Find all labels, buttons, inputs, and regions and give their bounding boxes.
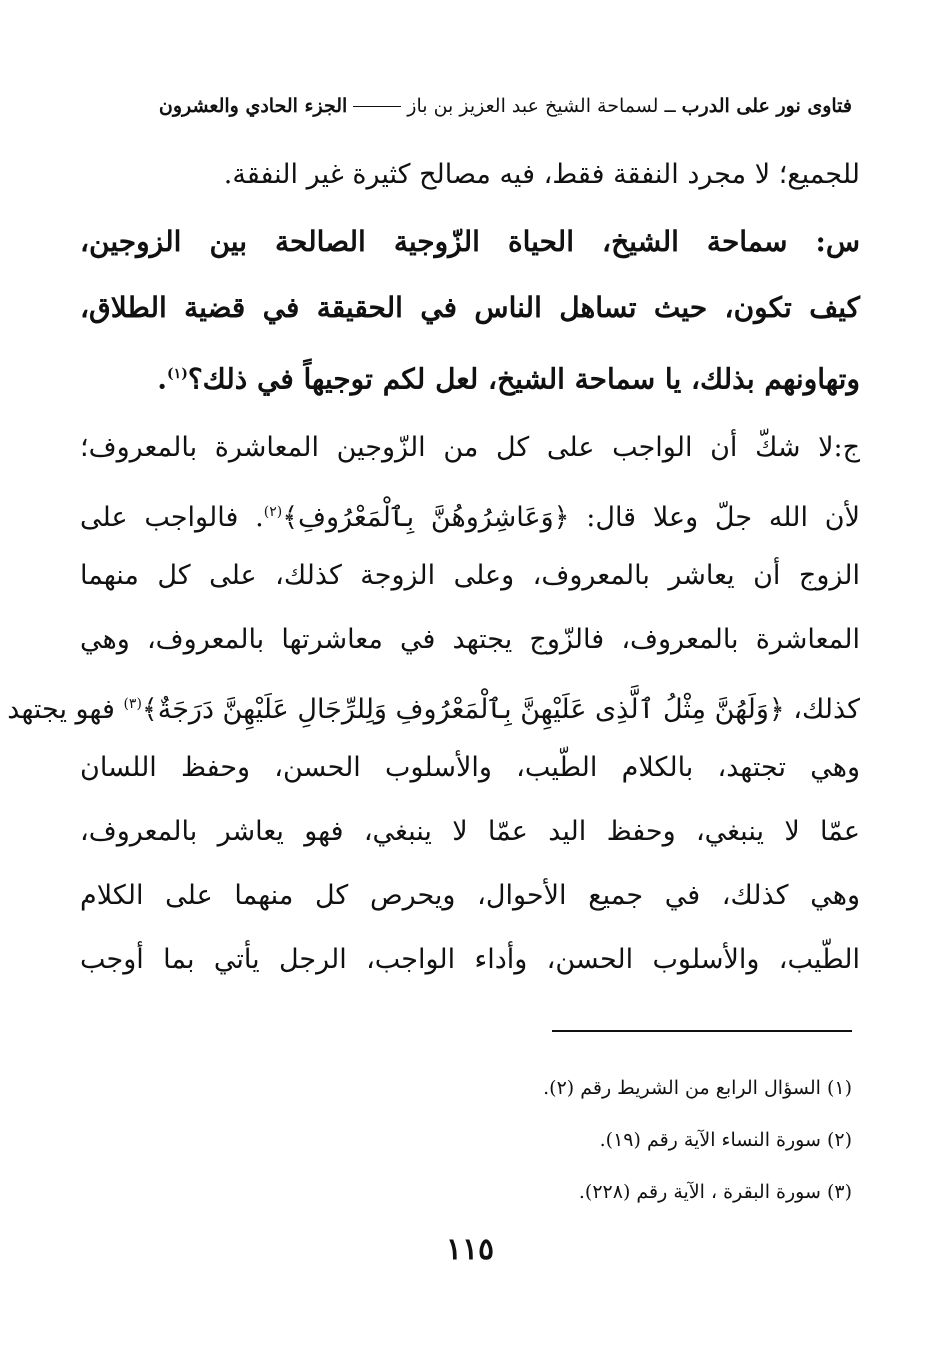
footnote-3: (٣) سورة البقرة ، الآية رقم (٢٢٨). bbox=[578, 1181, 852, 1203]
answer-line-7: عمّا لا ينبغي، وحفظ اليد عمّا لا ينبغي، فهو يعاشر بالمعروف، bbox=[80, 816, 860, 847]
footnote-marker-1: (١) bbox=[167, 366, 188, 382]
answer-line-5: كذلك، ﴿وَلَهُنَّ مِثْلُ ٱلَّذِى عَلَيْهِنَّ بِٱلْمَعْرُوفِ وَلِلرِّجَالِ عَلَيْهِنَّ دَرَجَةٌ﴾$^{(٣)}$ فهو يجتهد bbox=[7, 694, 860, 725]
answer-line-2: لأن الله جلّ وعلا قال: ﴿وَعَاشِرُوهُنَّ بِٱلْمَعْرُوفِ﴾$^{(٢)}$. فالواجب على bbox=[80, 502, 860, 533]
footnote-marker-2: (٢) bbox=[263, 504, 283, 520]
answer-line-3: الزوج أن يعاشر بالمعروف، وعلى الزوجة كذلك، على كل منهما bbox=[80, 560, 860, 591]
book-author: ــ لسماحة الشيخ عبد العزيز بن باز bbox=[407, 95, 676, 117]
body-line-1: للجميع؛ لا مجرد النفقة فقط، فيه مصالح كثيرة غير النفقة. bbox=[223, 159, 860, 190]
footnote-1: (١) السؤال الرابع من الشريط رقم (٢). bbox=[543, 1077, 852, 1099]
question-line-1: س: سماحة الشيخ، الحياة الزّوجية الصالحة بين الزوجين، bbox=[80, 225, 861, 258]
question-line-2: كيف تكون، حيث تساهل الناس في الحقيقة في قضية الطلاق، bbox=[80, 291, 860, 324]
answer-line-1: ج:لا شكّ أن الواجب على كل من الزّوجين المعاشرة بالمعروف؛ bbox=[80, 432, 860, 463]
footnote-marker-3: (٣) bbox=[123, 696, 142, 712]
footnote-separator bbox=[552, 1030, 852, 1032]
header-dash bbox=[353, 106, 401, 107]
question-line-3: وتهاونهم بذلك، يا سماحة الشيخ، لعل لكم توجيهاً في ذلك؟$^{(١)}$. bbox=[157, 362, 860, 396]
running-header bbox=[88, 90, 852, 122]
answer-line-8: وهي كذلك، في جميع الأحوال، ويحرص كل منهما على الكلام bbox=[80, 880, 860, 911]
footnote-2: (٢) سورة النساء الآية رقم (١٩). bbox=[599, 1129, 852, 1151]
volume-label: الجزء الحادي والعشرون bbox=[158, 95, 348, 117]
answer-line-9: الطّيب، والأسلوب الحسن، وأداء الواجب، الرجل يأتي بما أوجب bbox=[80, 944, 860, 975]
answer-line-4: المعاشرة بالمعروف، فالزّوج يجتهد في معاشرتها بالمعروف، وهي bbox=[80, 624, 860, 655]
book-title: فتاوى نور على الدرب bbox=[681, 95, 852, 117]
answer-line-6: وهي تجتهد، بالكلام الطّيب، والأسلوب الحسن، وحفظ اللسان bbox=[80, 752, 860, 783]
page-number: ١١٥ bbox=[445, 1232, 495, 1267]
